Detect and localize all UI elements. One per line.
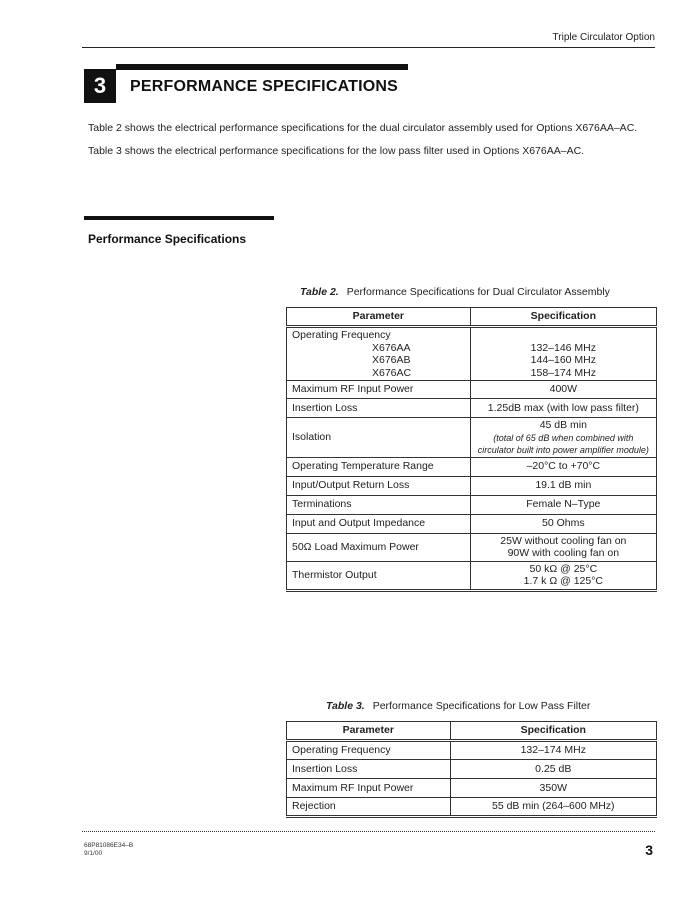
header-rule xyxy=(82,47,655,48)
spec-cell xyxy=(470,533,656,561)
parameter-cell: 50Ω Load Maximum Power xyxy=(287,533,471,561)
footer-date: 9/1/00 xyxy=(84,850,103,857)
table3 xyxy=(286,721,657,818)
spec-cell xyxy=(470,561,656,590)
parameter-cell: Insertion Loss xyxy=(287,760,451,779)
parameter-cell: Operating Temperature Range xyxy=(287,457,471,476)
table2 xyxy=(286,307,657,592)
table2-caption-text: Performance Specifications for Dual Circulator Assembly xyxy=(346,286,610,298)
table-row xyxy=(287,779,657,798)
spec-value: 45 dB min xyxy=(539,419,587,431)
intro-text xyxy=(88,122,658,168)
table-row xyxy=(287,418,657,458)
section-title: Performance Specifications xyxy=(88,232,247,246)
table3-caption-number: Table 3. xyxy=(326,700,365,712)
table3-caption xyxy=(326,700,590,712)
column-header-parameter: Parameter xyxy=(287,722,451,741)
parameter-cell: Insertion Loss xyxy=(287,399,471,418)
running-header: Triple Circulator Option xyxy=(552,32,655,43)
spec-cell xyxy=(470,418,656,458)
spec-cell: 50 Ohms xyxy=(470,514,656,533)
spec-cell: 0.25 dB xyxy=(450,760,656,779)
table-row xyxy=(287,457,657,476)
table-row xyxy=(287,561,657,590)
footer-doc-info xyxy=(84,842,133,858)
parameter-cell: Maximum RF Input Power xyxy=(287,779,451,798)
spec-value: 90W with cooling fan on xyxy=(507,547,620,559)
spec-cell: 1.25dB max (with low pass filter) xyxy=(470,399,656,418)
table-header-row xyxy=(287,722,657,741)
chapter-number-badge: 3 xyxy=(84,69,116,103)
spec-value: 144–160 MHz xyxy=(530,354,597,366)
column-header-specification: Specification xyxy=(450,722,656,741)
table-row xyxy=(287,741,657,760)
table2-caption xyxy=(300,286,610,298)
spec-cell: 400W xyxy=(470,381,656,399)
table-row xyxy=(287,476,657,495)
isolation-note: (total of 65 dB when combined with circulator built into power amplifier module) xyxy=(477,432,649,455)
table-row xyxy=(287,798,657,817)
spec-cell: 19.1 dB min xyxy=(470,476,656,495)
table-row xyxy=(287,760,657,779)
spec-value: 132–146 MHz xyxy=(530,341,597,354)
chapter-title: PERFORMANCE SPECIFICATIONS xyxy=(130,78,399,95)
parameter-cell: Input/Output Return Loss xyxy=(287,476,471,495)
chapter-bar xyxy=(116,64,408,70)
footer-rule xyxy=(82,831,655,832)
spec-value: 25W without cooling fan on xyxy=(500,534,627,547)
param-label: Operating Frequency xyxy=(292,329,391,341)
parameter-cell xyxy=(287,327,471,381)
spec-cell xyxy=(470,327,656,381)
param-sub: X676AB xyxy=(372,354,411,366)
parameter-cell: Maximum RF Input Power xyxy=(287,381,471,399)
intro-paragraph: Table 3 shows the electrical performance specifications for the low pass filter used in Options X676AA–AC. xyxy=(88,145,585,157)
column-header-specification: Specification xyxy=(470,308,656,327)
page-number: 3 xyxy=(645,842,653,858)
table-row xyxy=(287,399,657,418)
spec-value: 1.7 k Ω @ 125°C xyxy=(523,575,603,587)
spec-cell: 55 dB min (264–600 MHz) xyxy=(450,798,656,817)
table2-caption-number: Table 2. xyxy=(300,286,339,298)
spec-value: 50 kΩ @ 25°C xyxy=(529,562,598,575)
column-header-parameter: Parameter xyxy=(287,308,471,327)
parameter-cell: Terminations xyxy=(287,495,471,514)
parameter-cell: Thermistor Output xyxy=(287,561,471,590)
spec-value: 158–174 MHz xyxy=(530,366,597,379)
section-bar xyxy=(84,216,274,220)
spec-cell: –20°C to +70°C xyxy=(470,457,656,476)
table-row xyxy=(287,533,657,561)
table-row xyxy=(287,495,657,514)
spec-cell: Female N–Type xyxy=(470,495,656,514)
table-row xyxy=(287,327,657,381)
table3-caption-text: Performance Specifications for Low Pass Filter xyxy=(372,700,591,712)
param-sub: X676AA xyxy=(372,341,411,354)
spec-cell: 350W xyxy=(450,779,656,798)
param-sub: X676AC xyxy=(372,366,412,379)
spec-cell: 132–174 MHz xyxy=(450,741,656,760)
footer-doc-number: 68P81086E34–B xyxy=(84,842,134,849)
table-header-row xyxy=(287,308,657,327)
table-row xyxy=(287,381,657,399)
parameter-cell: Rejection xyxy=(287,798,451,817)
table-row xyxy=(287,514,657,533)
parameter-cell: Input and Output Impedance xyxy=(287,514,471,533)
parameter-cell: Operating Frequency xyxy=(287,741,451,760)
parameter-cell: Isolation xyxy=(287,418,471,458)
intro-paragraph: Table 2 shows the electrical performance specifications for the dual circulator assembly used for Options X676AA–AC. xyxy=(88,122,638,134)
